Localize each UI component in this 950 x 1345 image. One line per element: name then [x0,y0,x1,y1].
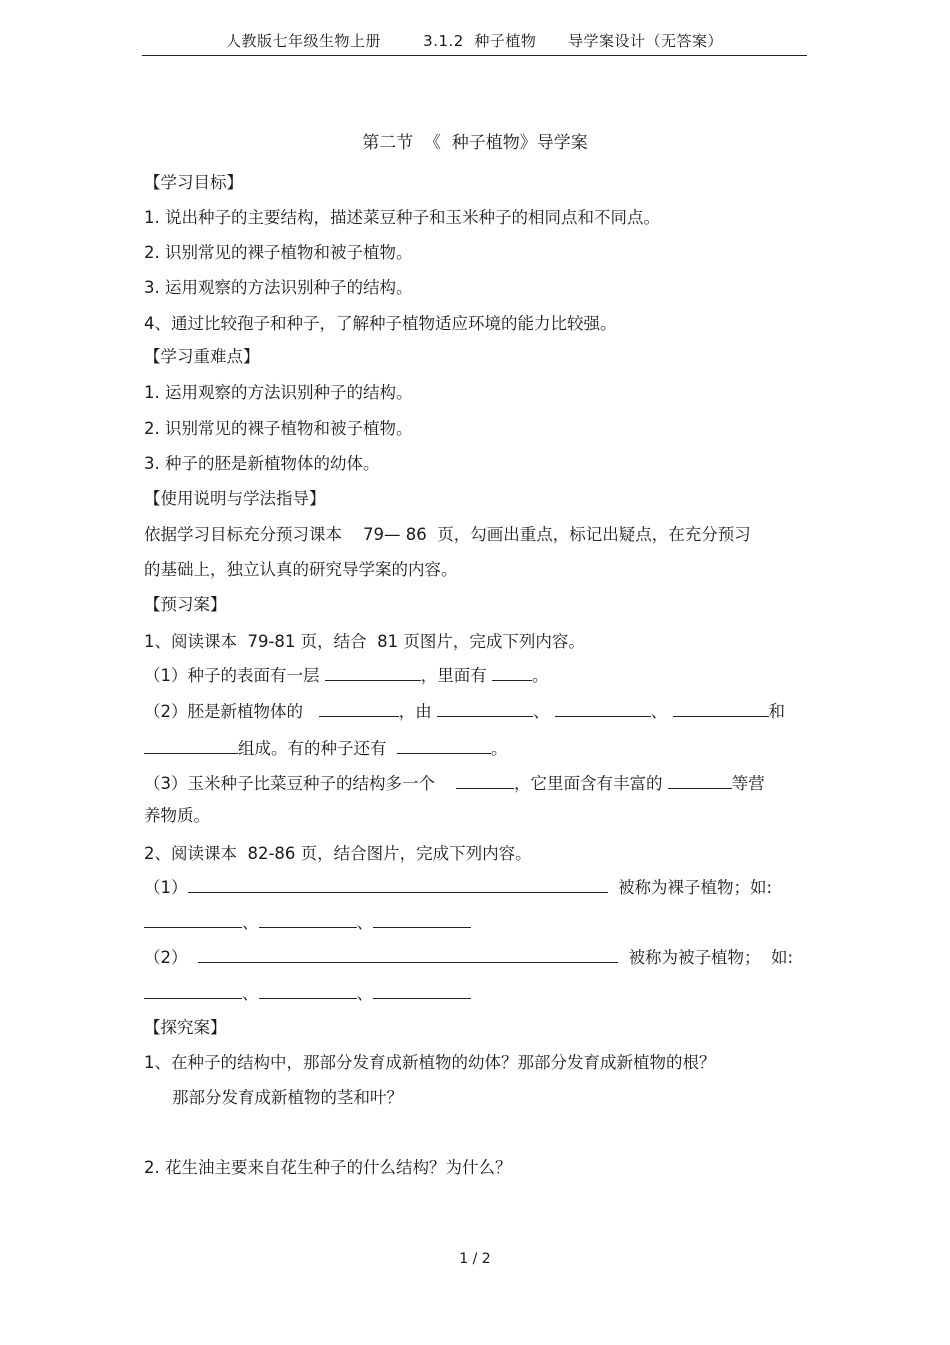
question-text: （2） [144,948,188,967]
answer-blank[interactable] [259,982,357,999]
question-text: 。 [491,739,508,758]
explore-question-1-cont: 那部分发育成新植物的茎和叶？ [172,1088,403,1107]
separator: 、 [356,913,373,932]
objectives-heading: 【学习目标】 [144,173,243,192]
question-text: ，里面有 [420,666,487,685]
keypoint-item: 1. 运用观察的方法识别种子的结构。 [144,383,413,402]
angiosperm-examples [144,982,471,1005]
explore-heading: 【探究案】 [144,1018,227,1037]
guide-text: 依据学习目标充分预习课本 79— 86 页，勾画出重点，标记出疑点，在充分预习 [144,525,751,544]
objective-item: 1. 说出种子的主要结构，描述菜豆种子和玉米种子的相同点和不同点。 [144,208,660,227]
preview-heading: 【预习案】 [144,595,227,614]
answer-blank[interactable] [325,664,421,681]
keypoint-item: 2. 识别常见的裸子植物和被子植物。 [144,419,413,438]
question-text: 和 [768,702,785,721]
preview-task-1: 1、阅读课本 79-81 页，结合 81 页图片，完成下列内容。 [144,632,585,651]
question-text: （1） [144,878,188,897]
question-1 [144,664,549,687]
answer-blank[interactable] [373,982,471,999]
objective-item: 2. 识别常见的裸子植物和被子植物。 [144,243,413,262]
question-text: 被称为被子植物； 如: [628,948,794,967]
question-3 [144,772,765,795]
keypoint-item: 3. 种子的胚是新植物体的幼体。 [144,454,380,473]
guide-heading: 【使用说明与学法指导】 [144,489,326,508]
question-text: 等营 [731,774,765,793]
answer-blank[interactable] [144,982,242,999]
question-text: ，它里面含有丰富的 [513,774,663,793]
answer-blank[interactable] [373,911,471,928]
objective-item: 4、通过比较孢子和种子，了解种子植物适应环境的能力比较强。 [144,314,617,333]
question-text: ，由 [398,702,432,721]
answer-blank[interactable] [668,772,732,789]
header-rule [142,55,807,56]
question-text: 、 [533,702,550,721]
gymnosperm-examples [144,911,471,934]
question-text: （2）胚是新植物体的 [144,702,303,721]
answer-blank[interactable] [144,911,242,928]
question-3-cont: 养物质。 [144,806,210,825]
question-text: 被称为裸子植物；如: [618,878,773,897]
question-2-cont [144,737,508,760]
answer-blank[interactable] [673,700,769,717]
keypoints-heading: 【学习重难点】 [144,347,260,366]
answer-blank[interactable] [555,700,651,717]
separator: 、 [356,984,373,1003]
explore-question-1: 1、在种子的结构中，那部分发育成新植物的幼体？那部分发育成新植物的根？ [144,1053,716,1072]
answer-blank[interactable] [188,876,608,893]
explore-question-2: 2. 花生油主要来自花生种子的什么结构？为什么？ [144,1158,512,1177]
objective-item: 3. 运用观察的方法识别种子的结构。 [144,278,413,297]
answer-blank[interactable] [198,946,618,963]
page-number: 1 / 2 [459,1251,491,1267]
document-title: 第二节 《 种子植物》导学案 [362,133,588,153]
question-text: （1）种子的表面有一层 [144,666,320,685]
question-text: 。 [532,666,549,685]
page-header: 人教版七年级生物上册 3.1.2 种子植物 导学案设计（无答案） [226,32,723,50]
question-text: （3）玉米种子比菜豆种子的结构多一个 [144,774,435,793]
preview-task-2: 2、阅读课本 82-86 页，结合图片，完成下列内容。 [144,844,532,863]
angiosperm-question [144,946,793,969]
answer-blank[interactable] [492,664,532,681]
gymnosperm-question [144,876,772,899]
answer-blank[interactable] [437,700,533,717]
separator: 、 [242,913,259,932]
question-text: 、 [650,702,668,721]
answer-blank[interactable] [397,737,491,754]
answer-blank[interactable] [144,737,238,754]
question-text: 组成。有的种子还有 [238,739,387,758]
answer-blank[interactable] [456,772,514,789]
answer-blank[interactable] [259,911,357,928]
separator: 、 [242,984,259,1003]
guide-text: 的基础上，独立认真的研究导学案的内容。 [144,560,458,579]
question-2 [144,700,785,723]
answer-blank[interactable] [319,700,399,717]
